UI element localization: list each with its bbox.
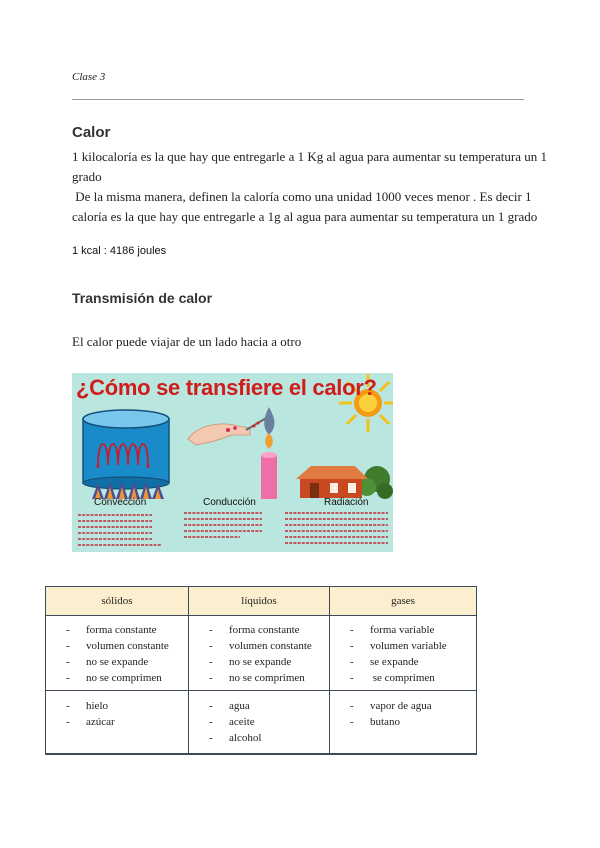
list-item: - forma constante [209,624,300,636]
table-cell-gases-examples [330,691,477,755]
list-item: - volumen variable [350,640,447,652]
header-title: Clase 3 [72,71,106,83]
list-item: - se expande [350,656,419,668]
list-item: - no se comprimen [209,672,305,684]
table-row-examples [46,691,477,755]
list-item: - volumen constante [66,640,169,652]
list-item: - azúcar [66,716,115,728]
list-item: - no se comprimen [66,672,162,684]
heading-calor: Calor [72,124,111,141]
column-header-liquidos: líquidos [189,587,330,616]
table-cell-solidos-properties [46,616,189,691]
table-row-properties [46,616,477,691]
list-item: - forma variable [350,624,435,636]
list-item: - forma constante [66,624,157,636]
figure-caption-text [72,373,393,552]
column-header-solidos: sólidos [46,587,189,616]
list-item: - volumen constante [209,640,312,652]
heading-transmision: Transmisión de calor [72,290,213,306]
column-header-gases: gases [330,587,477,616]
table-cell-solidos-examples [46,691,189,755]
table-cell-liquidos-examples [189,691,330,755]
table-cell-gases-properties [330,616,477,691]
states-of-matter-table [45,586,477,755]
header-divider [72,99,524,100]
paragraph-line: grado [72,169,102,184]
table-header-row [46,587,477,616]
kcal-joules-formula: 1 kcal : 4186 joules [72,245,167,257]
label-convection: Convección [94,497,147,508]
list-item: - alcohol [209,732,262,744]
list-item: - aceite [209,716,255,728]
label-radiation: Radiación [324,497,369,508]
list-item: - no se expande [209,656,292,668]
list-item: - se comprimen [350,672,435,684]
paragraph-caloria [72,187,538,227]
figure-title: ¿Cómo se transfiere el calor? [76,375,377,400]
label-conduction: Conducción [203,497,256,508]
paragraph-line: 1 kilocaloría es la que hay que entregarle a 1 Kg al agua para aumentar su temperatura un 1 [72,149,548,164]
table-cell-liquidos-properties [189,616,330,691]
intro-paragraph: El calor puede viajar de un lado hacia a otro [72,334,302,349]
paragraph-line: De la misma manera, definen la caloría como una unidad 1000 veces menor . Es decir 1 [72,189,532,204]
paragraph-kilocaloria [72,147,548,187]
list-item: - no se expande [66,656,149,668]
list-item: - butano [350,716,400,728]
list-item: - hielo [66,700,108,712]
list-item: - vapor de agua [350,700,432,712]
paragraph-line: caloría es la que hay que entregarle a 1g al agua para aumentar su temperatura un 1 grado [72,209,538,224]
list-item: - agua [209,700,250,712]
heat-transfer-figure [72,373,393,552]
